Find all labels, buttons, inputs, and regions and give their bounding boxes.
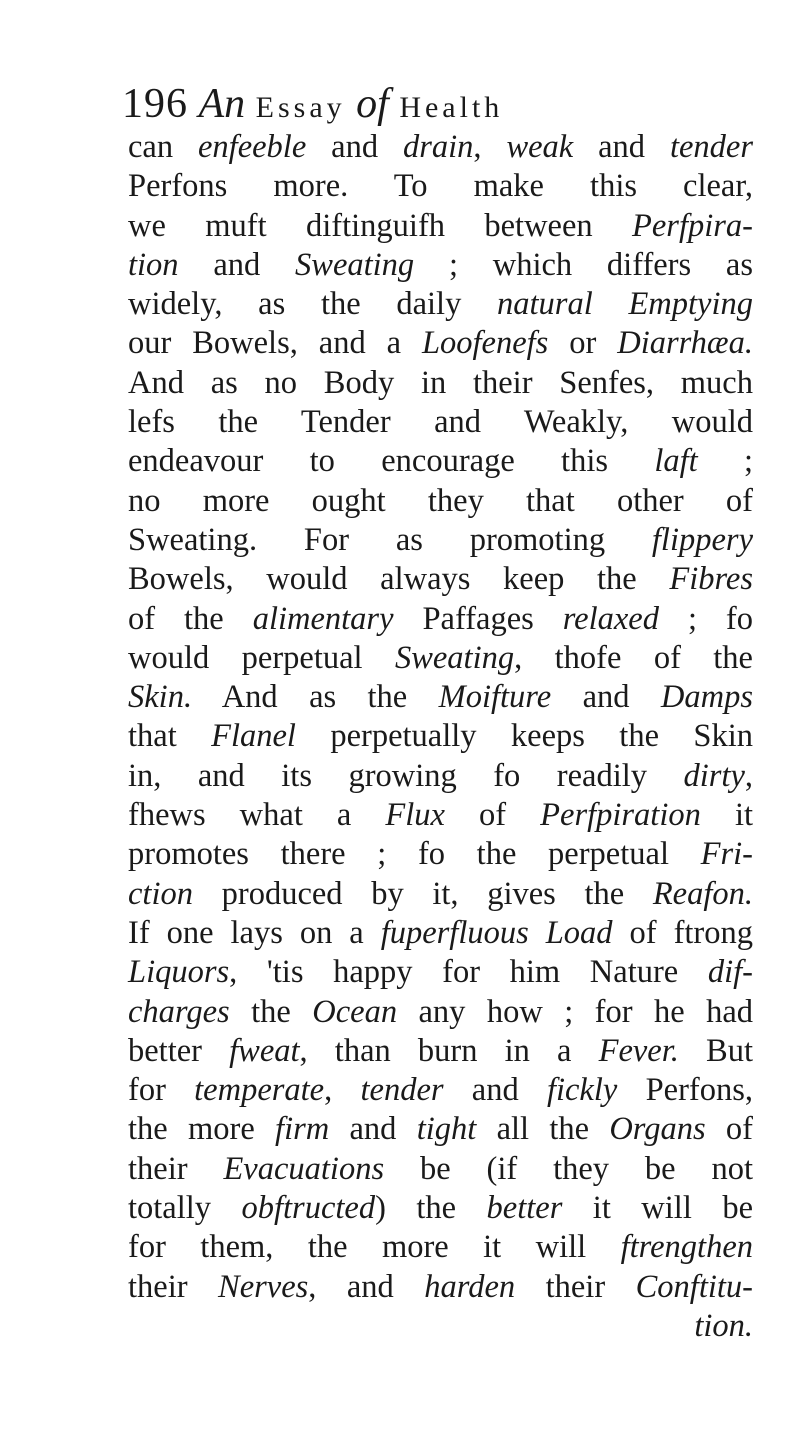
italic-text: Fri- xyxy=(700,836,753,873)
text-run: would perpetual xyxy=(128,639,395,676)
italic-text: Flux xyxy=(385,797,445,834)
text-run: lefs the Tender and Weakly, would xyxy=(128,404,753,441)
text-line xyxy=(128,482,753,521)
italic-text: enfeeble xyxy=(198,129,307,165)
text-run: , and xyxy=(308,1268,425,1305)
text-run: or xyxy=(548,325,618,362)
italic-text: laft xyxy=(654,443,698,480)
text-run: If one lays on a xyxy=(128,914,381,951)
italic-text: Ocean xyxy=(312,993,398,1030)
italic-text: natural Emptying xyxy=(497,286,753,323)
text-line xyxy=(128,1307,753,1346)
text-run: produced by it, gives the xyxy=(192,875,653,912)
italic-text: ftrengthen xyxy=(620,1229,753,1266)
header-title-of: of xyxy=(356,81,389,127)
text-line xyxy=(128,324,753,363)
page-number: 196 xyxy=(122,81,188,127)
italic-text: drain xyxy=(402,129,474,165)
text-run: , thofe of the xyxy=(514,639,753,676)
text-run: widely, as the daily xyxy=(128,286,498,323)
text-run: for xyxy=(128,1072,195,1109)
italic-text: dif- xyxy=(707,954,753,991)
text-line xyxy=(128,207,753,246)
text-run: And as the xyxy=(192,679,439,716)
text-run: all the xyxy=(476,1111,610,1148)
italic-text: obftructed xyxy=(241,1190,376,1227)
italic-text: Fibres xyxy=(669,561,753,598)
italic-text: better xyxy=(486,1190,563,1227)
text-run: and xyxy=(178,246,296,283)
text-run: ; xyxy=(697,443,754,480)
text-line xyxy=(128,442,753,481)
text-run: better xyxy=(128,1032,230,1069)
text-run: ; which differs as xyxy=(414,246,753,283)
text-line xyxy=(128,1032,753,1071)
italic-text: charges xyxy=(128,993,230,1030)
italic-text: Nerves xyxy=(218,1268,309,1305)
italic-text: Liquors xyxy=(128,954,230,991)
italic-text: Fever. xyxy=(598,1032,679,1069)
text-run: and xyxy=(306,129,403,165)
text-run: promotes there ; fo the perpetual xyxy=(128,836,701,873)
italic-text: Evacuations xyxy=(223,1150,385,1187)
text-run: in, and its growing fo readily xyxy=(128,757,684,794)
text-run: that xyxy=(128,718,212,755)
text-run: we muft diftinguifh between xyxy=(128,207,633,244)
text-run: Perfons, xyxy=(617,1072,753,1109)
text-line xyxy=(128,993,753,1032)
text-line xyxy=(128,914,753,953)
text-run: Perfons more. To make this clear, xyxy=(128,168,753,205)
text-line xyxy=(128,560,753,599)
text-run: , xyxy=(473,129,507,165)
text-run: their xyxy=(128,1150,224,1187)
italic-text: harden xyxy=(424,1268,516,1305)
italic-text: temperate xyxy=(194,1072,325,1109)
text-line xyxy=(128,1268,753,1307)
text-run: no more ought they that other of xyxy=(128,482,753,519)
italic-text: flippery xyxy=(651,521,753,558)
text-run: it xyxy=(700,797,753,834)
italic-text: tender xyxy=(360,1072,444,1109)
italic-text: Sweating xyxy=(394,639,515,676)
text-run: , 'tis happy for him Nature xyxy=(229,954,708,991)
text-run: Paffages xyxy=(393,600,563,637)
text-run: ) the xyxy=(375,1190,487,1227)
text-run: endeavour to encourage this xyxy=(128,443,655,480)
italic-text: tion xyxy=(128,246,179,283)
text-line xyxy=(128,364,753,403)
text-run: their xyxy=(515,1268,636,1305)
text-run: our Bowels, and a xyxy=(128,325,422,362)
italic-text: ction xyxy=(128,875,193,912)
text-line xyxy=(128,757,753,796)
italic-text: Sweating xyxy=(295,246,415,283)
text-run: and xyxy=(329,1111,417,1148)
text-line xyxy=(128,1071,753,1110)
italic-text: relaxed xyxy=(562,600,659,637)
text-run: But xyxy=(678,1032,753,1069)
text-run: it will be xyxy=(562,1190,753,1227)
italic-text: weak xyxy=(506,129,574,165)
italic-text: Damps xyxy=(660,679,753,716)
running-header xyxy=(122,74,742,134)
text-run: any how ; for he had xyxy=(397,993,753,1030)
text-run: , xyxy=(744,757,753,794)
text-line xyxy=(128,678,753,717)
italic-text: tion. xyxy=(694,1307,753,1344)
italic-text: Perfpiration xyxy=(540,797,701,834)
text-run: Sweating. For as promoting xyxy=(128,521,652,558)
text-run: can xyxy=(128,129,198,165)
text-line xyxy=(128,600,753,639)
text-run: of xyxy=(444,797,541,834)
italic-text: fweat xyxy=(229,1032,300,1069)
text-line xyxy=(128,1228,753,1267)
text-line xyxy=(128,1150,753,1189)
text-run: and xyxy=(551,679,661,716)
text-line xyxy=(128,285,753,324)
header-title-essay: Essay xyxy=(255,91,346,124)
text-line xyxy=(128,128,753,167)
text-run: of ftrong xyxy=(612,914,753,951)
text-line xyxy=(128,953,753,992)
italic-text: Flanel xyxy=(211,718,296,755)
italic-text: alimentary xyxy=(252,600,394,637)
text-run: perpetually keeps the Skin xyxy=(295,718,753,755)
text-run: ; fo xyxy=(658,600,753,637)
text-line xyxy=(128,246,753,285)
text-run: for them, the more it will xyxy=(128,1229,621,1266)
text-run: the more xyxy=(128,1111,276,1148)
text-run: fhews what a xyxy=(128,797,386,834)
italic-text: firm xyxy=(275,1111,330,1148)
text-line xyxy=(128,521,753,560)
text-run: totally xyxy=(128,1190,242,1227)
italic-text: dirty xyxy=(683,757,745,794)
text-line xyxy=(128,875,753,914)
text-run: , xyxy=(324,1072,361,1109)
text-run: and xyxy=(443,1072,547,1109)
italic-text: Skin. xyxy=(128,679,193,716)
italic-text: Reafon. xyxy=(652,875,753,912)
text-line xyxy=(128,403,753,442)
text-line xyxy=(128,796,753,835)
italic-text: tight xyxy=(416,1111,477,1148)
italic-text: Conftitu- xyxy=(635,1268,753,1305)
text-run: the xyxy=(229,993,313,1030)
text-line xyxy=(128,717,753,756)
text-run: , than burn in a xyxy=(299,1032,599,1069)
text-run: their xyxy=(128,1268,219,1305)
text-run: Bowels, would always keep the xyxy=(128,561,670,598)
header-title-health: Health xyxy=(399,91,504,124)
italic-text: Perfpira- xyxy=(632,207,753,244)
text-line xyxy=(128,1110,753,1149)
text-run: be (if they be not xyxy=(384,1150,753,1187)
italic-text: Diarrhæa. xyxy=(617,325,753,362)
text-run: of xyxy=(705,1111,753,1148)
italic-text: Moifture xyxy=(438,679,552,716)
header-title-an: An xyxy=(198,81,246,127)
text-run: and xyxy=(573,129,670,165)
italic-text: Loofenefs xyxy=(421,325,549,362)
italic-text: fuperfluous Load xyxy=(380,914,613,951)
italic-text: fickly xyxy=(546,1072,618,1109)
text-line xyxy=(128,167,753,206)
text-line xyxy=(128,835,753,874)
italic-text: tender xyxy=(669,129,753,165)
italic-text: Organs xyxy=(609,1111,706,1148)
text-line xyxy=(128,639,753,678)
text-run: And as no Body in their Senfes, much xyxy=(128,364,753,401)
text-line xyxy=(128,1189,753,1228)
text-run: of the xyxy=(128,600,253,637)
body-text xyxy=(128,128,753,1346)
